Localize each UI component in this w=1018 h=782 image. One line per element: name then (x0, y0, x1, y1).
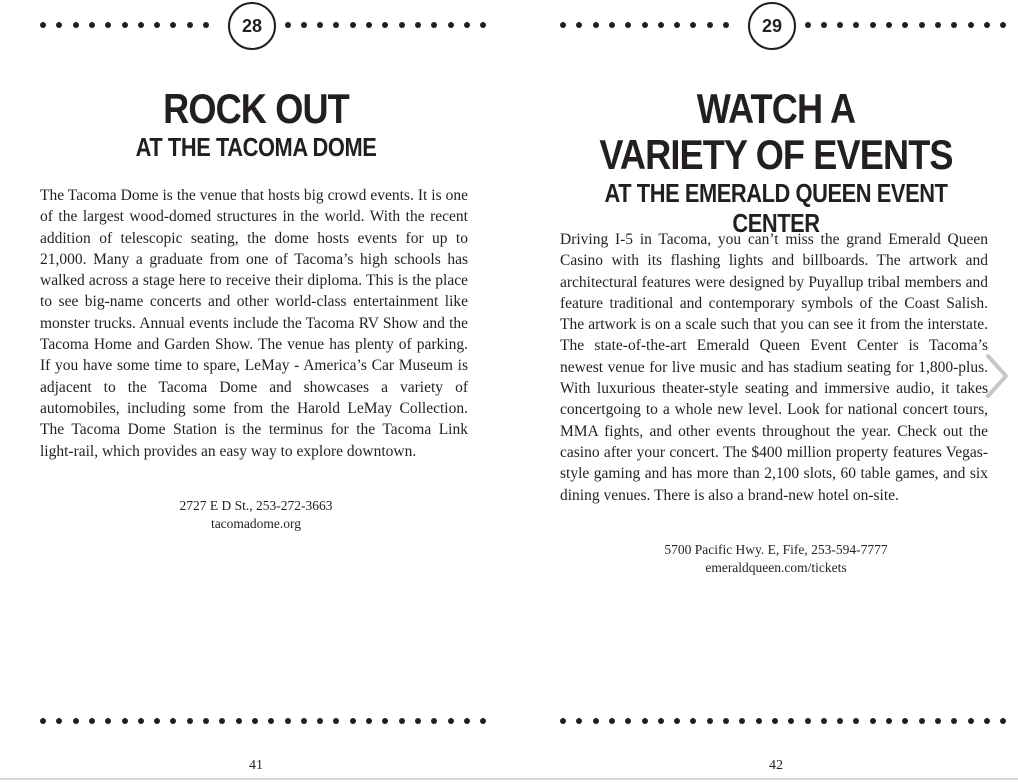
divider-dot (40, 718, 46, 724)
bottom-edge (0, 778, 1018, 780)
title-subtitle: AT THE TACOMA DOME (135, 132, 377, 162)
divider-dot (105, 718, 111, 724)
divider-dot (576, 22, 582, 28)
divider-dot (317, 22, 323, 28)
chevron-right-icon (982, 352, 1012, 400)
title-subtitle: AT THE EMERALD QUEEN EVENT CENTER (604, 178, 948, 238)
body-paragraph: The Tacoma Dome is the venue that hosts big crowd events. It is one of the largest wood-domed structures in the world. With the recent addition of telescopic seating, the dome hosts events for up to 21,000. Many a graduate from one of Tacoma’s high schools has walked across a stage here to receive their diploma. This is the place to see big-name concerts and other world-class entertainment like monster trucks. Annual events include the Tacoma RV Show and the Tacoma Home and Garden Show. The venue has plenty of parking. If you have some time to spare, LeMay - America’s Car Museum is adjacent to the Tacoma Dome and showcases a variety of automobiles, including some from the Harold LeMay Collection. The Tacoma Dome Station is the terminus for the Tacoma Link light-rail, which provides an easy way to explore downtown. (40, 187, 468, 460)
divider-dot (821, 22, 827, 28)
divider-dot (415, 22, 421, 28)
divider-dot (690, 718, 696, 724)
divider-dot (902, 718, 908, 724)
page-number: 42 (769, 758, 783, 773)
divider-dot (138, 718, 144, 724)
divider-dot (739, 718, 745, 724)
divider-dot (984, 718, 990, 724)
divider-dot (951, 22, 957, 28)
divider-dot (464, 718, 470, 724)
divider-dot (203, 718, 209, 724)
divider-dot (886, 718, 892, 724)
divider-dot (919, 718, 925, 724)
divider-dot (837, 22, 843, 28)
address: 5700 Pacific Hwy. E, Fife, 253-594-7777 (664, 542, 888, 557)
divider-dot (333, 22, 339, 28)
chapter-number-badge: 29 (748, 2, 796, 50)
divider-dot (382, 22, 388, 28)
divider-dot (56, 718, 62, 724)
divider-dot (756, 718, 762, 724)
divider-dot (707, 22, 713, 28)
divider-dot (431, 718, 437, 724)
divider-dot (448, 22, 454, 28)
divider-dot (625, 22, 631, 28)
divider-dot (886, 22, 892, 28)
divider-dot (301, 22, 307, 28)
divider-dot (805, 22, 811, 28)
divider-dot (935, 718, 941, 724)
contact-info (556, 541, 996, 577)
divider-dot (203, 22, 209, 28)
divider-dot (187, 718, 193, 724)
divider-dot (285, 718, 291, 724)
divider-dot (317, 718, 323, 724)
divider-dot (951, 718, 957, 724)
website: tacomadome.org (210, 516, 302, 531)
divider-dot (837, 718, 843, 724)
divider-dot (576, 718, 582, 724)
divider-dot (448, 718, 454, 724)
divider-dot (674, 22, 680, 28)
body-paragraph: Driving I-5 in Tacoma, you can’t miss the grand Emerald Queen Casino with its flashing lights and billboards. The artwork and architectural features were designed by Puyallup tribal members and feature traditional and contemporary symbols of the Coast Salish. The artwork is on a scale such that you can see it from the interstate. The state-of-the-art Emerald Queen Event Center is Tacoma’s newest venue for live music and has stadium seating for 1,800-plus. With luxurious theater-style seating and immersive audio, it takes concertgoing to a whole new level. Look for national concert tours, MMA fights, and other events throughout the year. Check out the casino after your concert. The $400 million property features Vegas-style gaming and has more than 2,100 slots, 60 table games, and six dining venues. There is also a brand-new hotel on-site. (560, 231, 988, 504)
divider-dot (285, 22, 291, 28)
divider-dot (366, 718, 372, 724)
divider-dot (658, 22, 664, 28)
divider-dot (73, 718, 79, 724)
divider-dot (560, 22, 566, 28)
divider-dot (301, 718, 307, 724)
divider-dot (480, 22, 486, 28)
left-page (36, 0, 484, 782)
divider-dot (821, 718, 827, 724)
divider-dot (935, 22, 941, 28)
divider-dot (674, 718, 680, 724)
divider-dot (480, 718, 486, 724)
address: 2727 E D St., 253-272-3663 (179, 498, 333, 513)
divider-dot (593, 718, 599, 724)
divider-dot (723, 718, 729, 724)
divider-dot (89, 22, 95, 28)
divider-dot (853, 718, 859, 724)
website: emeraldqueen.com/tickets (705, 560, 847, 575)
divider-dot (187, 22, 193, 28)
divider-dot (984, 22, 990, 28)
divider-dot (350, 22, 356, 28)
divider-dot (382, 718, 388, 724)
divider-dot (625, 718, 631, 724)
divider-dot (690, 22, 696, 28)
divider-dot (252, 718, 258, 724)
divider-dot (968, 22, 974, 28)
contact-info (36, 497, 476, 533)
bottom-dot-divider (36, 718, 476, 728)
divider-dot (902, 22, 908, 28)
divider-dot (609, 22, 615, 28)
divider-dot (870, 718, 876, 724)
divider-dot (1000, 718, 1006, 724)
divider-dot (122, 22, 128, 28)
divider-dot (593, 22, 599, 28)
next-page-button[interactable] (982, 352, 1012, 400)
divider-dot (415, 718, 421, 724)
divider-dot (919, 22, 925, 28)
divider-dot (268, 718, 274, 724)
divider-dot (642, 718, 648, 724)
divider-dot (236, 718, 242, 724)
divider-dot (723, 22, 729, 28)
divider-dot (464, 22, 470, 28)
divider-dot (431, 22, 437, 28)
divider-dot (658, 718, 664, 724)
divider-dot (366, 22, 372, 28)
divider-dot (707, 718, 713, 724)
divider-dot (154, 22, 160, 28)
divider-dot (399, 718, 405, 724)
divider-dot (399, 22, 405, 28)
divider-dot (609, 718, 615, 724)
divider-dot (560, 718, 566, 724)
divider-dot (105, 22, 111, 28)
divider-dot (870, 22, 876, 28)
divider-dot (805, 718, 811, 724)
page-title (36, 86, 476, 162)
divider-dot (219, 718, 225, 724)
bottom-dot-divider (556, 718, 996, 728)
page-title (556, 86, 996, 238)
chapter-number-badge: 28 (228, 2, 276, 50)
divider-dot (333, 718, 339, 724)
divider-dot (56, 22, 62, 28)
divider-dot (853, 22, 859, 28)
divider-dot (170, 718, 176, 724)
divider-dot (788, 718, 794, 724)
divider-dot (122, 718, 128, 724)
divider-dot (642, 22, 648, 28)
page-number: 41 (249, 758, 263, 773)
divider-dot (1000, 22, 1006, 28)
divider-dot (89, 718, 95, 724)
right-page (556, 0, 1004, 782)
divider-dot (968, 718, 974, 724)
divider-dot (154, 718, 160, 724)
title-main: ROCK OUT (163, 85, 349, 132)
divider-dot (40, 22, 46, 28)
divider-dot (170, 22, 176, 28)
divider-dot (138, 22, 144, 28)
divider-dot (772, 718, 778, 724)
divider-dot (73, 22, 79, 28)
title-line-1: WATCH A (696, 85, 856, 132)
divider-dot (350, 718, 356, 724)
title-line-2: VARIETY OF EVENTS (599, 131, 953, 178)
